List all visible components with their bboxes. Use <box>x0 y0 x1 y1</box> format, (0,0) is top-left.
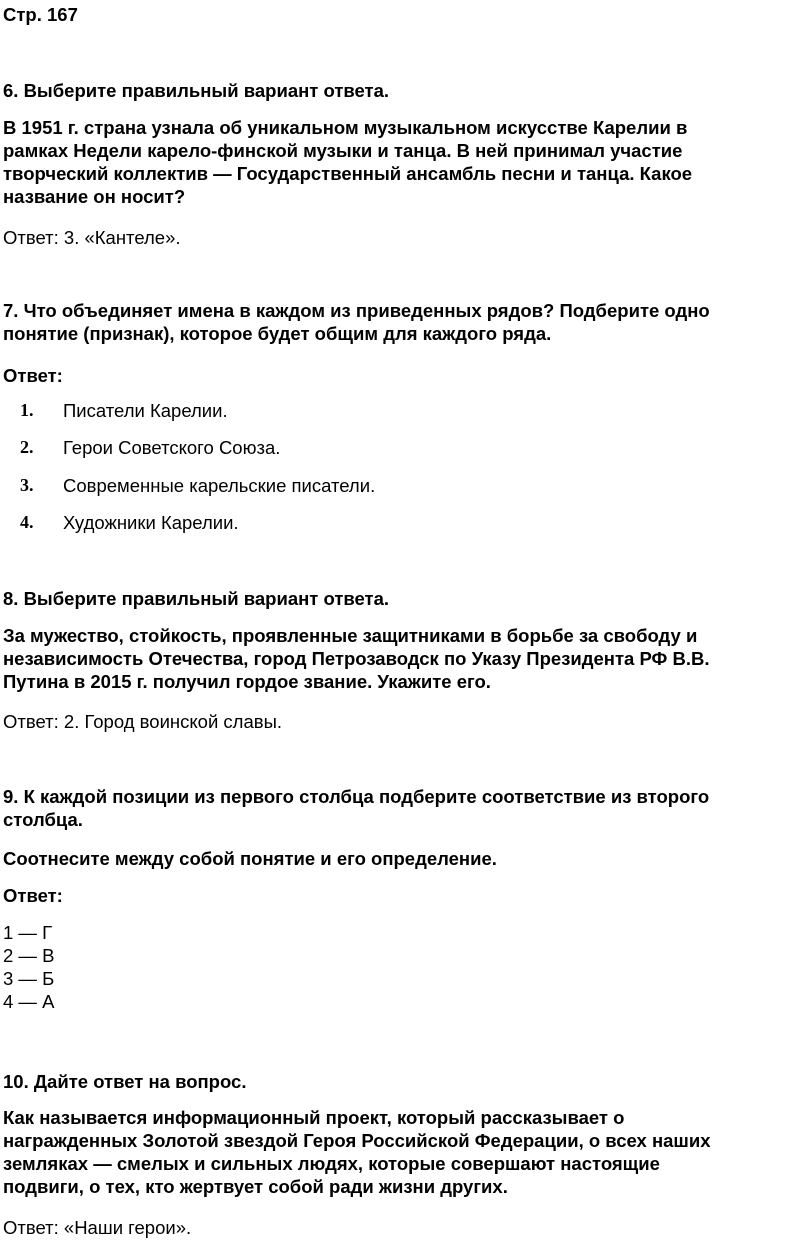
q10-question <box>3 1106 797 1198</box>
list-item-number: 4. <box>20 512 34 532</box>
q6-question-line: рамках Недели карело-финской музыки и танца. В ней принимал участие <box>3 140 683 161</box>
q6-question-line: название он носит? <box>3 186 186 207</box>
q9-answer-label: Ответ: <box>3 885 63 906</box>
match-pair: 4 — А <box>3 991 55 1012</box>
q8-question-line: независимость Отечества, город Петрозаводск по Указу Президента РФ В.В. <box>3 648 710 669</box>
list-item-text: Современные карельские писатели. <box>63 475 376 496</box>
q8-question <box>3 624 797 693</box>
list-item-text: Художники Карелии. <box>63 512 239 533</box>
q10-question-line: подвиги, о тех, кто жертвует собой ради жизни других. <box>3 1176 508 1197</box>
q7-heading-line: понятие (признак), которое будет общим для каждого ряда. <box>3 323 552 344</box>
q9-heading <box>3 785 797 831</box>
list-item-number: 2. <box>20 437 34 457</box>
q9-heading-line: 9. К каждой позиции из первого столбца подберите соответствие из второго <box>3 786 710 807</box>
q8-answer: Ответ: 2. Город воинской славы. <box>3 711 283 732</box>
match-pair: 3 — Б <box>3 968 55 989</box>
q8-heading: 8. Выберите правильный вариант ответа. <box>3 588 390 609</box>
match-pair: 2 — В <box>3 945 55 966</box>
q6-question-line: творческий коллектив — Государственный ансамбль песни и танца. Какое <box>3 163 693 184</box>
q7-heading <box>3 299 797 345</box>
q8-question-line: Путина в 2015 г. получил гордое звание. Укажите его. <box>3 671 491 692</box>
q10-question-line: награжденных Золотой звездой Героя Российской Федерации, о всех наших <box>3 1130 711 1151</box>
q10-question-line: земляках — смелых и сильных людях, которые совершают настоящие <box>3 1153 660 1174</box>
q9-answer-pairs <box>3 921 797 1013</box>
list-item-number: 1. <box>20 400 34 420</box>
list-item-text: Писатели Карелии. <box>63 400 228 421</box>
q10-answer: Ответ: «Наши герои». <box>3 1217 192 1238</box>
q7-heading-line: 7. Что объединяет имена в каждом из приведенных рядов? Подберите одно <box>3 300 710 321</box>
page-reference: Стр. 167 <box>3 4 78 25</box>
q10-question-line: Как называется информационный проект, который рассказывает о <box>3 1107 625 1128</box>
list-item <box>3 436 797 459</box>
q6-question-line: В 1951 г. страна узнала об уникальном музыкальном искусстве Карелии в <box>3 117 688 138</box>
list-item <box>3 474 797 497</box>
q6-answer: Ответ: 3. «Кантеле». <box>3 227 181 248</box>
q7-answer-label: Ответ: <box>3 365 63 386</box>
list-item-text: Герои Советского Союза. <box>63 437 281 458</box>
q9-heading-line: столбца. <box>3 809 83 830</box>
match-pair: 1 — Г <box>3 922 53 943</box>
list-item <box>3 511 797 534</box>
list-item <box>3 399 797 422</box>
q8-question-line: За мужество, стойкость, проявленные защитниками в борьбе за свободу и <box>3 625 698 646</box>
q9-instruction: Соотнесите между собой понятие и его определение. <box>3 848 497 869</box>
list-item-number: 3. <box>20 475 34 495</box>
q10-heading: 10. Дайте ответ на вопрос. <box>3 1071 247 1092</box>
q6-heading: 6. Выберите правильный вариант ответа. <box>3 80 390 101</box>
q6-question <box>3 116 797 208</box>
